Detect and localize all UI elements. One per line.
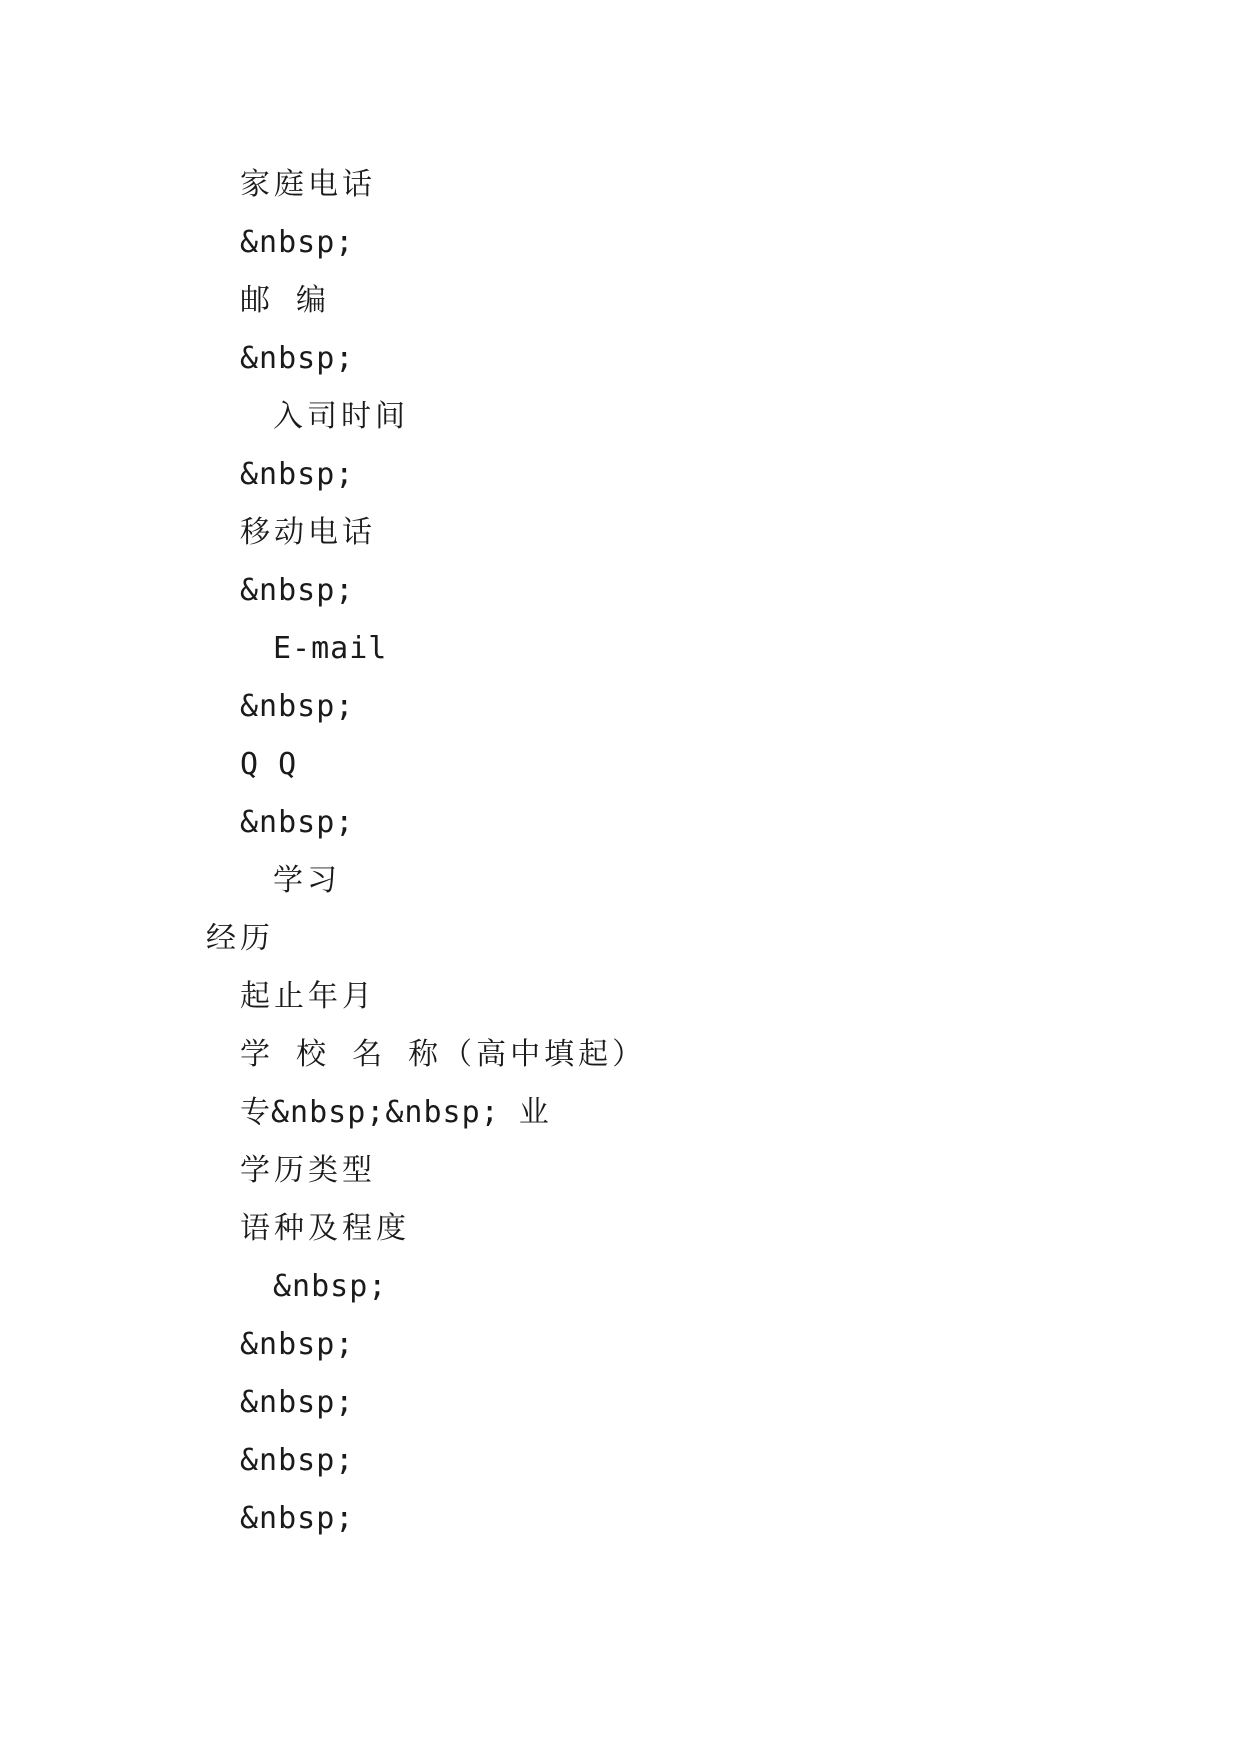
field-label-mobile-phone: 移动电话 xyxy=(240,515,376,550)
field-label-home-phone: 家庭电话 xyxy=(240,167,376,202)
text-line: &nbsp; xyxy=(240,689,355,724)
section-label-study: 学习 xyxy=(273,863,341,898)
text-line: &nbsp; xyxy=(240,805,355,840)
text-line: &nbsp; xyxy=(240,457,355,492)
text-line: &nbsp; xyxy=(240,225,355,260)
field-label-qq: Q Q xyxy=(240,747,298,782)
column-label-school-name: 学 校 名 称（高中填起） xyxy=(240,1037,647,1072)
text-line: &nbsp; xyxy=(240,1327,355,1362)
text-line: &nbsp; xyxy=(240,341,355,376)
text-line: &nbsp; xyxy=(240,573,355,608)
column-label-language-level: 语种及程度 xyxy=(240,1211,410,1246)
text-line: &nbsp; xyxy=(240,1443,355,1478)
field-label-email: E-mail xyxy=(273,631,388,666)
text-line: &nbsp; xyxy=(240,1385,355,1420)
column-label-major: 专&nbsp;&nbsp; 业 xyxy=(240,1095,550,1130)
field-label-postcode: 邮 编 xyxy=(240,283,331,318)
text-line: &nbsp; xyxy=(273,1269,388,1304)
column-label-period: 起止年月 xyxy=(240,979,376,1014)
column-label-degree-type: 学历类型 xyxy=(240,1153,376,1188)
field-label-join-date: 入司时间 xyxy=(273,399,409,434)
section-label-experience: 经历 xyxy=(206,921,274,956)
text-line: &nbsp; xyxy=(240,1501,355,1536)
